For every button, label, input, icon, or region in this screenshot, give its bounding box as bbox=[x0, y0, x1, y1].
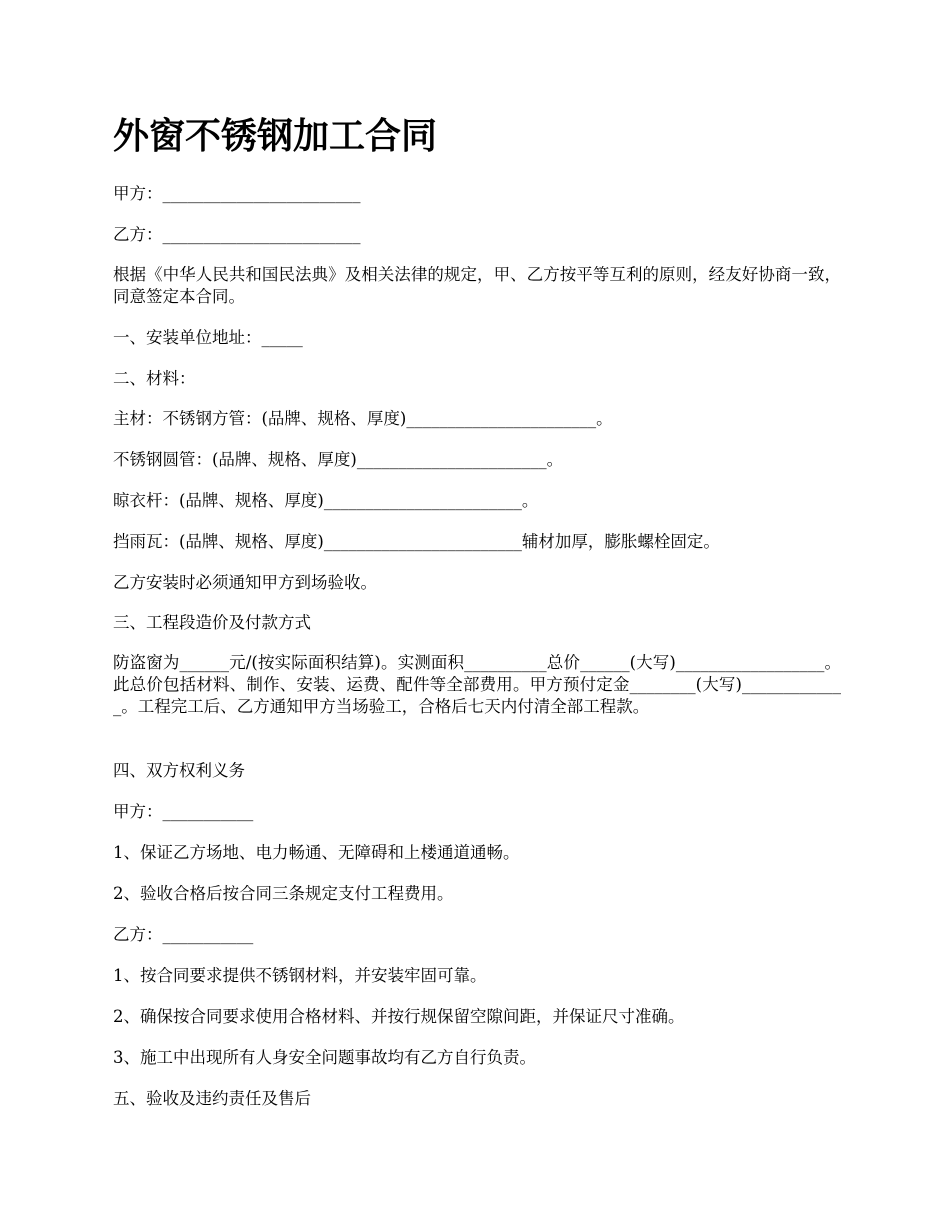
party-b-duty-3: 3、施工中出现所有人身安全问题事故均有乙方自行负责。 bbox=[113, 1048, 536, 1067]
material-main-line: 主材：不锈钢方管：(品牌、规格、厚度)_______________________。 bbox=[113, 409, 613, 428]
party-b-line: 乙方：________________________ bbox=[113, 225, 361, 244]
section-1-heading: 一、安装单位地址：_____ bbox=[113, 328, 303, 347]
section-4-heading: 四、双方权利义务 bbox=[113, 761, 245, 780]
party-b-duty-1: 1、按合同要求提供不锈钢材料，并安装牢固可靠。 bbox=[113, 966, 487, 985]
pricing-paragraph: 防盗窗为______元/(按实际面积结算)。实测面积__________总价______(大写)__________________。此总价包括材料、制作、安装、运费、配件等全部费用。甲方预付定金________(大写)_____________。工程完工后、乙方通知甲方当场验工，合格后七天内付清全部工程款。 bbox=[113, 653, 841, 716]
party-a-line: 甲方：________________________ bbox=[113, 184, 361, 203]
party-b-duties-label: 乙方：___________ bbox=[113, 925, 254, 944]
acceptance-notice: 乙方安装时必须通知甲方到场验收。 bbox=[113, 573, 377, 592]
section-5-heading: 五、验收及违约责任及售后 bbox=[113, 1089, 311, 1108]
material-round-line: 不锈钢圆管：(品牌、规格、厚度)_______________________。 bbox=[113, 450, 564, 469]
material-rack-line: 晾衣杆：(品牌、规格、厚度)________________________。 bbox=[113, 491, 539, 510]
party-b-duty-2: 2、确保按合同要求使用合格材料、并按行规保留空隙间距，并保证尺寸准确。 bbox=[113, 1007, 685, 1026]
party-a-duty-2: 2、验收合格后按合同三条规定支付工程费用。 bbox=[113, 884, 454, 903]
section-3-heading: 三、工程段造价及付款方式 bbox=[113, 613, 311, 632]
material-rain-line: 挡雨瓦：(品牌、规格、厚度)________________________辅材加厚，膨胀螺栓固定。 bbox=[113, 532, 720, 551]
party-a-duties-label: 甲方：___________ bbox=[113, 802, 254, 821]
intro-paragraph: 根据《中华人民共和国民法典》及相关法律的规定，甲、乙方按平等互利的原则，经友好协商一致，同意签定本合同。 bbox=[113, 265, 841, 306]
party-a-duty-1: 1、保证乙方场地、电力畅通、无障碍和上楼通道通畅。 bbox=[113, 843, 520, 862]
section-2-heading: 二、材料： bbox=[113, 369, 196, 388]
document-title: 外窗不锈钢加工合同 bbox=[113, 115, 438, 157]
